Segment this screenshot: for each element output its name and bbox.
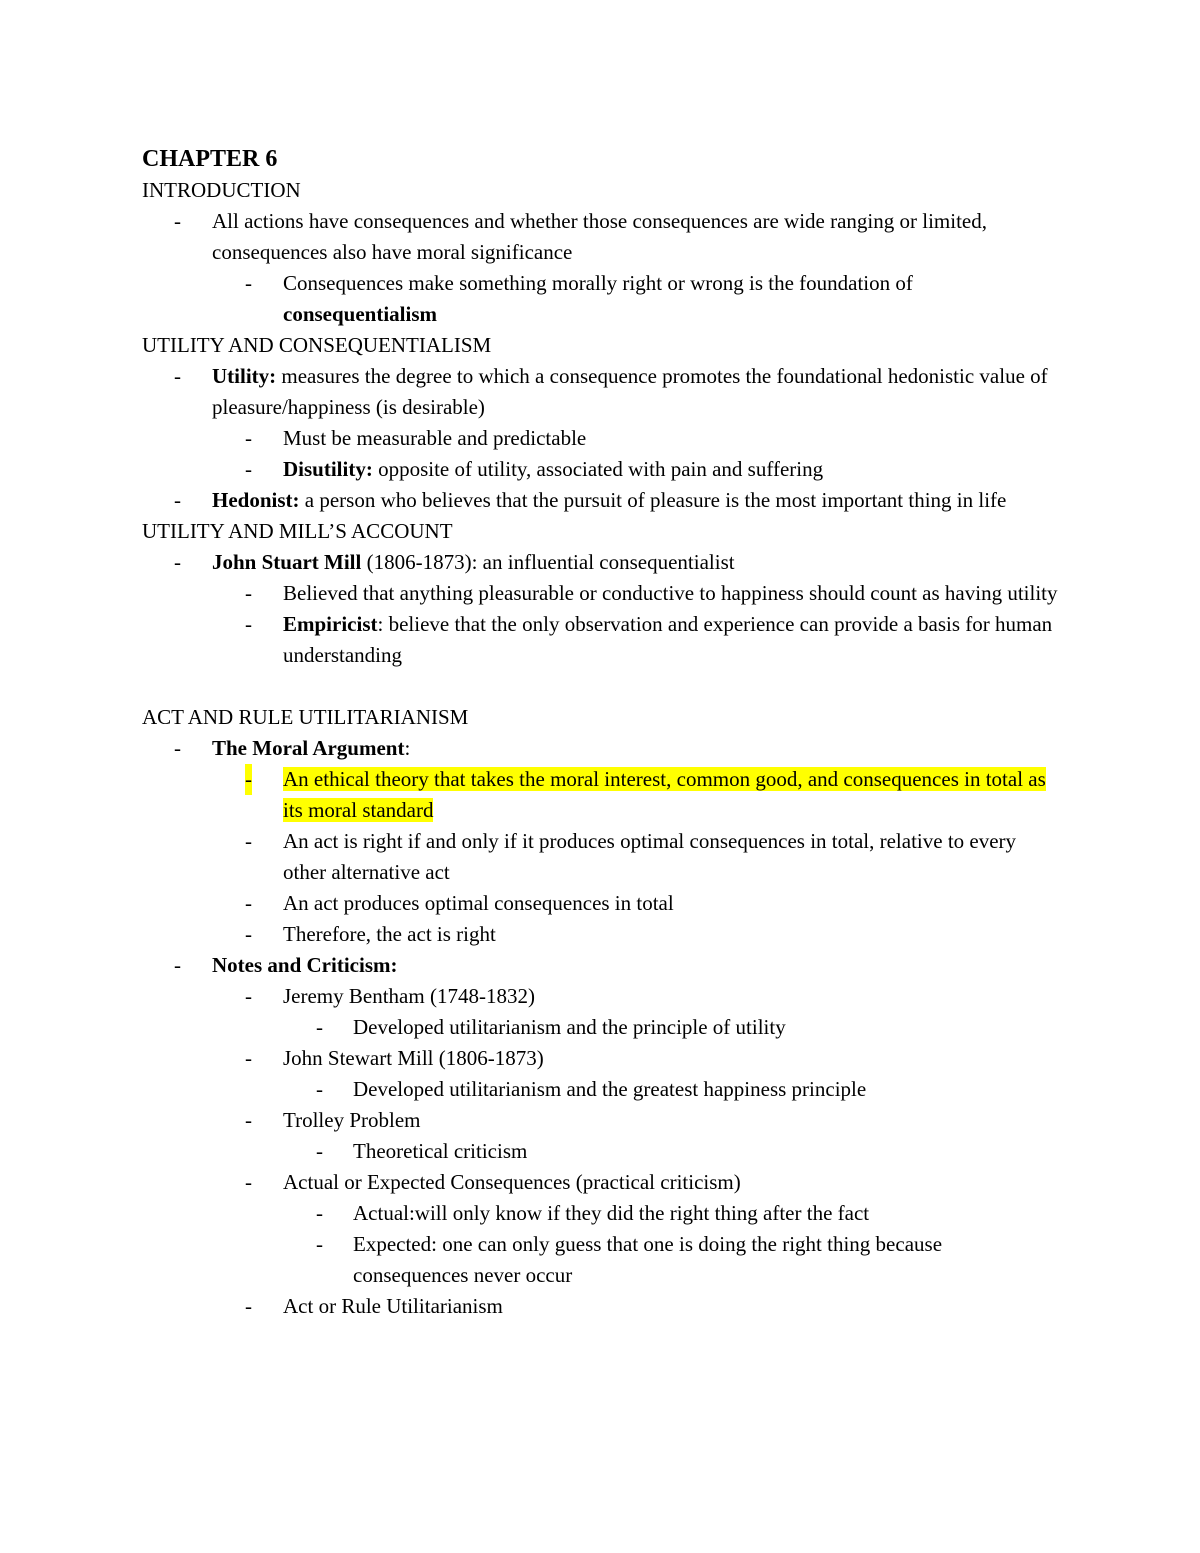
bullet-dash: - bbox=[174, 953, 181, 977]
list-item: - Empiricist: believe that the only observation and experience can provide a basis for human understanding bbox=[142, 609, 1062, 671]
bullet-dash: - bbox=[174, 550, 181, 574]
term-notes-criticism: Notes and Criticism: bbox=[212, 953, 398, 977]
section-heading-introduction: INTRODUCTION bbox=[142, 178, 301, 202]
list-item: - All actions have consequences and whether those consequences are wide ranging or limited, consequences also have moral significance bbox=[142, 206, 1062, 268]
bullet-dash: - bbox=[245, 612, 252, 636]
list-item: - John Stuart Mill (1806-1873): an influential consequentialist bbox=[142, 547, 1062, 578]
term-utility: Utility: bbox=[212, 364, 277, 388]
bullet-dash: - bbox=[245, 1108, 252, 1132]
term-john-stuart-mill: John Stuart Mill bbox=[212, 550, 362, 574]
list-item: - Expected: one can only guess that one is doing the right thing because consequences never occur bbox=[142, 1229, 1062, 1291]
term-disutility: Disutility: bbox=[283, 457, 373, 481]
bullet-dash: - bbox=[245, 426, 252, 450]
bullet-dash: - bbox=[174, 488, 181, 512]
bullet-dash: - bbox=[245, 829, 252, 853]
highlighted-text: An ethical theory that takes the moral interest, common good, and consequences in total as its moral standard bbox=[283, 767, 1046, 822]
list-item: - Actual:will only know if they did the right thing after the fact bbox=[142, 1198, 1062, 1229]
list-item-highlighted bbox=[142, 764, 1062, 826]
list-item: - An act produces optimal consequences in total bbox=[142, 888, 1062, 919]
list-item: - Actual or Expected Consequences (practical criticism) bbox=[142, 1167, 1062, 1198]
bullet-dash: - bbox=[316, 1232, 323, 1256]
bullet-dash: - bbox=[245, 581, 252, 605]
bullet-dash: - bbox=[245, 1294, 252, 1318]
bullet-dash: - bbox=[316, 1015, 323, 1039]
section-heading-mill: UTILITY AND MILL’S ACCOUNT bbox=[142, 519, 453, 543]
bullet-dash: - bbox=[316, 1201, 323, 1225]
list-item: - Utility: measures the degree to which a consequence promotes the foundational hedonistic value of pleasure/happiness (is desirable) bbox=[142, 361, 1062, 423]
bullet-dash: - bbox=[245, 764, 252, 795]
list-item: - Consequences make something morally right or wrong is the foundation of consequentialism bbox=[142, 268, 1062, 330]
list-item: - Trolley Problem bbox=[142, 1105, 1062, 1136]
list-item: - Hedonist: a person who believes that the pursuit of pleasure is the most important thing in life bbox=[142, 485, 1062, 516]
list-item: - Therefore, the act is right bbox=[142, 919, 1062, 950]
list-item: - John Stewart Mill (1806-1873) bbox=[142, 1043, 1062, 1074]
list-item: - Theoretical criticism bbox=[142, 1136, 1062, 1167]
term-empiricist: Empiricist bbox=[283, 612, 378, 636]
list-item: - An act is right if and only if it produces optimal consequences in total, relative to every other alternative act bbox=[142, 826, 1062, 888]
notes-body bbox=[142, 175, 1062, 1322]
term-hedonist: Hedonist: bbox=[212, 488, 300, 512]
bullet-dash: - bbox=[245, 922, 252, 946]
list-item: - Believed that anything pleasurable or conductive to happiness should count as having utility bbox=[142, 578, 1062, 609]
bullet-dash: - bbox=[245, 271, 252, 295]
bullet-dash: - bbox=[245, 457, 252, 481]
list-item: - Act or Rule Utilitarianism bbox=[142, 1291, 1062, 1322]
bullet-dash: - bbox=[245, 984, 252, 1008]
bullet-dash: - bbox=[174, 736, 181, 760]
list-item bbox=[142, 950, 1062, 981]
section-heading-act-rule: ACT AND RULE UTILITARIANISM bbox=[142, 705, 469, 729]
bullet-dash: - bbox=[245, 1170, 252, 1194]
list-item: - Disutility: opposite of utility, associated with pain and suffering bbox=[142, 454, 1062, 485]
bullet-dash: - bbox=[245, 891, 252, 915]
list-item: - Developed utilitarianism and the greatest happiness principle bbox=[142, 1074, 1062, 1105]
term-moral-argument: The Moral Argument bbox=[212, 736, 405, 760]
list-item: - The Moral Argument: bbox=[142, 733, 1062, 764]
list-item: - Developed utilitarianism and the principle of utility bbox=[142, 1012, 1062, 1043]
list-item: - Jeremy Bentham (1748-1832) bbox=[142, 981, 1062, 1012]
blank-line bbox=[142, 671, 1062, 702]
bullet-dash: - bbox=[174, 209, 181, 233]
bullet-dash: - bbox=[174, 364, 181, 388]
bullet-dash: - bbox=[316, 1139, 323, 1163]
term-consequentialism: consequentialism bbox=[283, 302, 438, 326]
list-item: - Must be measurable and predictable bbox=[142, 423, 1062, 454]
bullet-dash: - bbox=[316, 1077, 323, 1101]
bullet-dash: - bbox=[245, 1046, 252, 1070]
section-heading-utility: UTILITY AND CONSEQUENTIALISM bbox=[142, 333, 492, 357]
chapter-title: CHAPTER 6 bbox=[142, 146, 278, 172]
